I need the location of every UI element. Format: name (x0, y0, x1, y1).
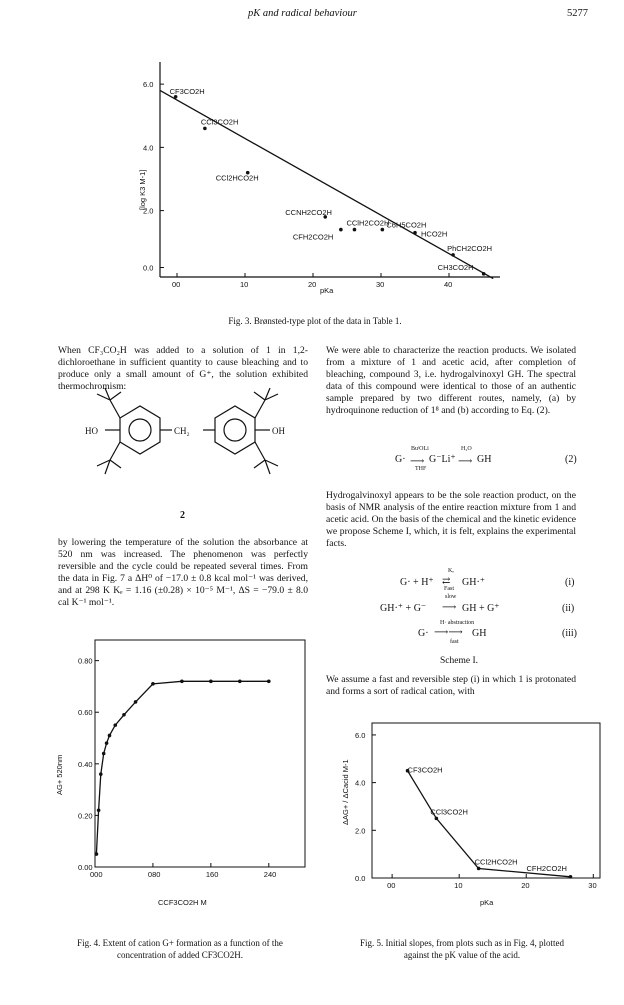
fig3-y-tick-label: 6.0 (143, 80, 154, 90)
fig3-point-label: CF3CO2H (169, 86, 205, 96)
scheme-1-arrow: ⇄ (442, 576, 451, 587)
fig5-point-label: CCl2HCO2H (474, 857, 518, 867)
right-paragraph-3: We assume a fast and reversible step (i) in which 1 is protonated and forms a sort of radical cation, with (326, 674, 576, 698)
compound-2-structure (85, 388, 295, 498)
scheme-3-num: (iii) (562, 628, 577, 639)
scheme-title: Scheme I. (440, 656, 478, 666)
fig4-point (105, 741, 109, 745)
fig3-chart (120, 50, 510, 295)
fig5-point-label: CCl3CO2H (430, 807, 468, 817)
fig4-ylabel: AG+ 520nm (55, 754, 64, 795)
fig5-x-tick-label: 10 (454, 881, 463, 890)
fig5-x-tick-label: 20 (521, 881, 530, 890)
scheme-3-lhs: G· (418, 628, 429, 639)
scheme-row-2 (380, 594, 590, 620)
fig4-xlabel: CCF3CO2H M (158, 898, 207, 907)
eq2-under1: THF (415, 466, 427, 472)
fig5-x-tick-label: 00 (387, 881, 396, 890)
fig5-x-tick-label: 30 (588, 881, 597, 890)
fig3-point (482, 272, 486, 276)
fig3-point-label: PhCH2CO2H (447, 243, 493, 253)
fig3-point (381, 228, 385, 232)
scheme-1-top: Kₑ (448, 568, 454, 574)
scheme-3-top: H· abstraction (440, 620, 475, 626)
scheme-3-arrow: ⟶⟶ (434, 627, 463, 638)
left-paragraph-1: When CF₃CO₂H was added to a solution of 1 in 1,2-dichloroethane in sufficient quantity to cause bleaching and to produce only a small amount of G⁺, the solution exhibited thermochromism: (58, 345, 308, 393)
eq2-left: G· (395, 454, 406, 465)
fig4-point (151, 682, 155, 686)
eq2-right: GH (477, 454, 492, 465)
fig4-chart (50, 635, 315, 910)
fig3-x-tick-label: 10 (240, 280, 249, 289)
fig5-point (435, 817, 439, 821)
fig3-point-label: CClH2CO2H (346, 218, 390, 228)
scheme-2-top: slow (445, 594, 457, 600)
fig5-y-tick-label: 0.0 (355, 874, 366, 883)
equation-2 (395, 446, 585, 474)
fig3-point-label: CCl3CO2H (200, 117, 239, 127)
scheme-2-rhs: GH + G⁺ (462, 603, 500, 614)
fig4-x-tick-label: 000 (90, 870, 103, 879)
page-number: 5277 (567, 8, 588, 19)
fig3-y-tick-label: 2.0 (143, 206, 154, 216)
fig4-point (108, 734, 112, 738)
fig4-x-tick-label: 080 (147, 870, 161, 879)
fig5-caption-line1: Fig. 5. Initial slopes, from plots such as in Fig. 4, plotted (360, 938, 564, 948)
eq2-over2: H₂O (461, 446, 472, 452)
eq2-arrow2: ⟶ (458, 456, 473, 467)
fig5-ylabel: ΔAG+ / ΔCacid M-1 (341, 759, 350, 825)
fig4-y-tick-label: 0.80 (78, 656, 93, 666)
fig3-caption: Fig. 3. Brønsted-type plot of the data in Table 1. (228, 316, 402, 326)
fig4-curve (96, 681, 268, 854)
fig3-point-label: C6H5CO2H (386, 220, 427, 230)
fig4-point (113, 723, 117, 727)
fig3-point-label: CCl2HCO2H (215, 173, 259, 183)
scheme-1-bottom: Fast (444, 586, 455, 592)
fig5-chart (320, 715, 610, 915)
fig4-y-tick-label: 0.00 (78, 863, 93, 872)
fig5-xlabel: pKa (480, 898, 494, 907)
fig4-x-tick-label: 160 (205, 870, 219, 879)
running-title: pK and radical behaviour (248, 8, 357, 19)
fig4-frame (95, 640, 305, 867)
fig4-y-tick-label: 0.60 (78, 708, 93, 718)
fig3-point-label: HCO2H (421, 229, 448, 239)
fig4-point (97, 808, 101, 812)
fig3-x-tick-label: 20 (308, 280, 317, 289)
fig4-point (267, 679, 271, 683)
fig4-point (180, 679, 184, 683)
fig3-point (203, 127, 207, 131)
fig3-point (353, 228, 357, 232)
structure-ho-label: HO (85, 426, 98, 436)
right-paragraph-1: We were able to characterize the reaction products. We isolated from a mixture of 1 and acetic acid, after completion of bleaching, compound 3, i.e. hydrogalvinoxyl GH. The spectral data of this compound were identical to those of an authentic sample prepared by two different routes, namely, (a) by hydroquinone reduction of 1⁸ and (b) according to Eq. (2). (326, 345, 576, 417)
scheme-1-num: (i) (565, 577, 575, 588)
eq2-arrow1: ⟶ (410, 456, 425, 467)
fig5-y-tick-label: 6.0 (355, 730, 366, 740)
fig5-y-tick-label: 4.0 (355, 778, 366, 788)
eq2-middle: G⁻Li⁺ (429, 454, 456, 465)
structure-ch2-label: CH₂ (174, 426, 190, 436)
fig4-point (134, 700, 138, 704)
structure-oh-label: OH (272, 426, 285, 436)
fig5-y-tick-label: 2.0 (355, 826, 366, 836)
fig5-point (477, 867, 481, 871)
eq2-number: (2) (565, 454, 577, 465)
fig3-point-label: CCNH2CO2H (285, 207, 332, 217)
fig3-point (413, 231, 417, 235)
fig3-xlabel: pKa (320, 286, 334, 295)
fig4-point (122, 713, 126, 717)
fig3-y-tick-label: 0.0 (143, 263, 154, 273)
scheme-row-3 (390, 622, 590, 646)
fig4-caption-line2: concentration of added CF3CO2H. (117, 950, 243, 960)
fig4-point (102, 752, 106, 756)
scheme-2-arrow: ⟶ (442, 602, 457, 613)
fig5-frame (372, 723, 600, 878)
scheme-3-bottom: fast (450, 639, 459, 645)
fig5-point-label: CF3CO2H (407, 765, 443, 775)
fig4-y-tick-label: 0.20 (78, 811, 93, 821)
fig4-point (209, 679, 213, 683)
scheme-3-rhs: GH (472, 628, 487, 639)
eq2-over1: BuᵗOLi (411, 446, 429, 452)
fig3-x-tick-label: 00 (172, 280, 181, 289)
scheme-1-rhs: GH·⁺ (462, 577, 486, 588)
scheme-2-num: (ii) (562, 603, 575, 614)
fig4-point (99, 772, 103, 776)
right-paragraph-2: Hydrogalvinoxyl appears to be the sole reaction product, on the basis of NMR analysis of the entire reaction mixture from 1 and acetic acid. On the basis of the chemical and the kinetic evidence we propose Scheme I, which, it is felt, explains the experimental facts. (326, 490, 576, 550)
fig4-x-tick-label: 240 (263, 870, 277, 879)
fig3-x-tick-label: 30 (376, 280, 385, 289)
fig4-point (238, 679, 242, 683)
fig3-y-tick-label: 4.0 (143, 143, 154, 153)
left-paragraph-2: by lowering the temperature of the solution the absorbance at 520 nm was increased. The phenomenon was perfectly reversible and the cycle could be repeated several times. From the data in Fig. 7 a ΔH⁰ of −17.0 ± 0.8 kcal mol⁻¹ was derived, and at 298 K Kₑ = 1.16 (±0.28) × 10⁻⁵ M⁻¹, ΔS = −79.0 ± 8.0 cal K⁻¹ mol⁻¹. (58, 537, 308, 609)
scheme-row-1 (390, 568, 590, 594)
fig5-caption-line2: against the pK value of the acid. (403, 950, 521, 960)
scheme-2-lhs: GH·⁺ + G⁻ (380, 603, 427, 614)
fig4-point (95, 852, 99, 856)
fig5-point-label: CFH2CO2H (526, 863, 567, 873)
scheme-1-lhs: G· + H⁺ (400, 577, 434, 588)
fig3-point-label: CH3CO2H (437, 262, 474, 272)
fig5-point (569, 875, 573, 879)
fig4-caption-line1: Fig. 4. Extent of cation G+ formation as a function of the (77, 938, 283, 948)
fig3-point (451, 253, 455, 257)
fig3-ylabel: [log K3 M-1] (138, 169, 147, 210)
fig4-y-tick-label: 0.40 (78, 759, 93, 769)
compound-number: 2 (180, 510, 185, 521)
fig3-point-label: CFH2CO2H (292, 232, 334, 242)
fig3-point (339, 228, 343, 232)
fig3-x-tick-label: 40 (444, 280, 453, 289)
